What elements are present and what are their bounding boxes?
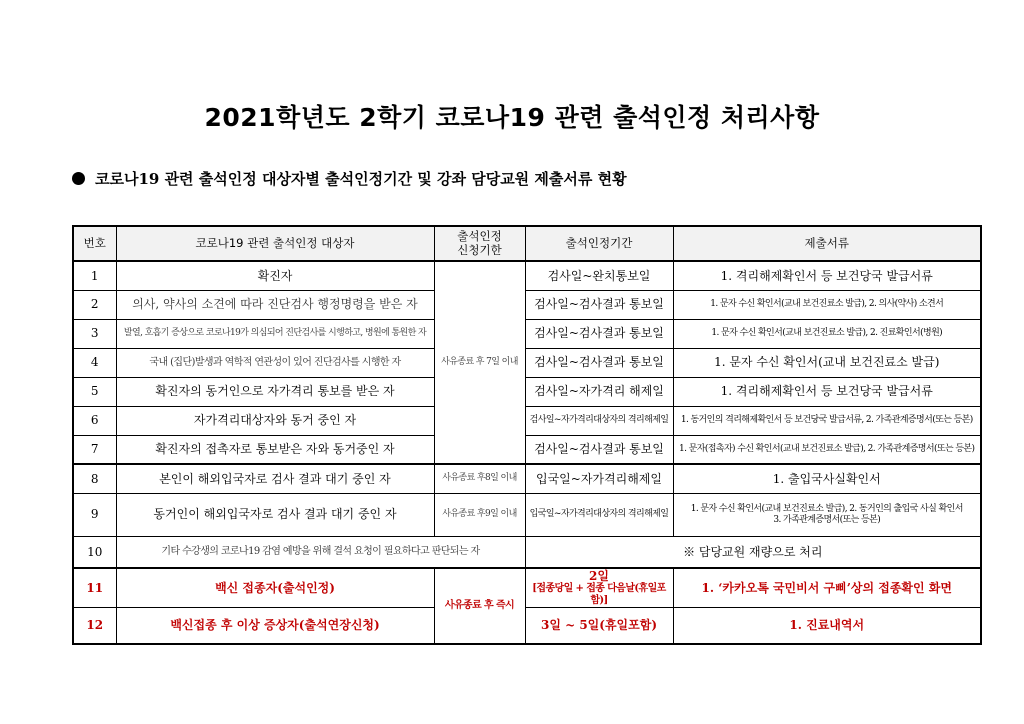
row-docs: 1. 진료내역서 xyxy=(673,608,981,644)
row-target: 확진자 xyxy=(116,261,434,290)
bullet-icon xyxy=(72,172,85,185)
header-deadline-line1: 출석인정 xyxy=(457,228,502,243)
row-docs: 1. 문자(접촉자) 수신 확인서(교내 보건진료소 발급), 2. 가족관계증명서(또는 등본) xyxy=(673,435,981,464)
row-target: 확진자의 동거인으로 자가격리 통보를 받은 자 xyxy=(116,377,434,406)
row-target: 국내 (집단)발생과 역학적 연관성이 있어 진단검사를 시행한 자 xyxy=(116,348,434,377)
row-docs: 1. 문자 수신 확인서(교내 보건진료소 발급), 2. 진료확인서(병원) xyxy=(673,319,981,348)
row-period: 3일 ~ 5일(휴일포함) xyxy=(525,608,673,644)
row-target: 본인이 해외입국자로 검사 결과 대기 중인 자 xyxy=(116,464,434,493)
row-no: 6 xyxy=(73,406,116,435)
row-docs-line2: 3. 가족관계증명서(또는 등본) xyxy=(773,514,881,525)
row-docs: 1. 문자 수신 확인서(교내 보건진료소 발급) xyxy=(673,348,981,377)
row-target: 자가격리대상자와 동거 중인 자 xyxy=(116,406,434,435)
row-docs: 1. 출입국사실확인서 xyxy=(673,464,981,493)
row-docs-line1: 1. 문자 수신 확인서(교내 보건진료소 발급), 2. 동거인의 출입국 사실 확인서 xyxy=(690,503,963,514)
table-row xyxy=(73,464,981,493)
row-docs: 1. 문자 수신 확인서(교내 보건진료소 발급), 2. 의사(약사) 소견서 xyxy=(673,290,981,319)
row-docs xyxy=(673,493,981,536)
row-no: 2 xyxy=(73,290,116,319)
table-row xyxy=(73,377,981,406)
table-row xyxy=(73,536,981,568)
header-period: 출석인정기간 xyxy=(525,226,673,261)
row-target: 의사, 약사의 소견에 따라 진단검사 행정명령을 받은 자 xyxy=(116,290,434,319)
row-no: 7 xyxy=(73,435,116,464)
row-period: 입국일~자가격리대상자의 격리해제일 xyxy=(525,493,673,536)
row-no: 8 xyxy=(73,464,116,493)
table-row xyxy=(73,290,981,319)
row-period: 검사일~검사결과 통보일 xyxy=(525,435,673,464)
row-deadline: 사유종료 후8일 이내 xyxy=(434,464,525,493)
page-title: 2021학년도 2학기 코로나19 관련 출석인정 처리사항 xyxy=(204,103,820,132)
deadline-group-1-7: 사유종료 후 7일 이내 xyxy=(434,261,525,464)
row-period-line2: [접종당일 + 접종 다음날(휴일포함)] xyxy=(532,583,666,607)
row-docs: 1. 격리해제확인서 등 보건당국 발급서류 xyxy=(673,377,981,406)
table-header-row xyxy=(73,226,981,261)
table-row xyxy=(73,608,981,644)
row-period: 검사일~완치통보일 xyxy=(525,261,673,290)
section-heading-text: 코로나19 관련 출석인정 대상자별 출석인정기간 및 강좌 담당교원 제출서류 현황 xyxy=(95,170,627,188)
row-period xyxy=(525,568,673,608)
header-deadline xyxy=(434,226,525,261)
row-no: 4 xyxy=(73,348,116,377)
header-target: 코로나19 관련 출석인정 대상자 xyxy=(116,226,434,261)
table-row xyxy=(73,348,981,377)
row-no: 10 xyxy=(73,536,116,568)
table-row xyxy=(73,568,981,608)
row-period-line1: 2일 xyxy=(589,569,609,583)
row-docs: 1. 격리해제확인서 등 보건당국 발급서류 xyxy=(673,261,981,290)
table-row xyxy=(73,406,981,435)
header-no: 번호 xyxy=(73,226,116,261)
row-period: 검사일~검사결과 통보일 xyxy=(525,290,673,319)
row-target: 확진자의 접촉자로 통보받은 자와 동거중인 자 xyxy=(116,435,434,464)
row-target: 동거인이 해외입국자로 검사 결과 대기 중인 자 xyxy=(116,493,434,536)
row-target: 발열, 호흡기 증상으로 코로나19가 의심되어 진단검사를 시행하고, 병원에 통원한 자 xyxy=(116,319,434,348)
row-target: 백신 접종자(출석인정) xyxy=(116,568,434,608)
row-docs: 1. 동거인의 격리해제확인서 등 보건당국 발급서류, 2. 가족관계증명서(또는 등본) xyxy=(673,406,981,435)
row-no: 3 xyxy=(73,319,116,348)
section-heading xyxy=(72,168,627,189)
row-target: 백신접종 후 이상 증상자(출석연장신청) xyxy=(116,608,434,644)
row-period: 검사일~검사결과 통보일 xyxy=(525,348,673,377)
deadline-group-11-12: 사유종료 후 즉시 xyxy=(434,568,525,644)
row-no: 12 xyxy=(73,608,116,644)
row-period: 검사일~검사결과 통보일 xyxy=(525,319,673,348)
table-row xyxy=(73,319,981,348)
row-deadline: 사유종료 후9일 이내 xyxy=(434,493,525,536)
row-docs: 1. ‘카카오톡 국민비서 구삐’상의 접종확인 화면 xyxy=(673,568,981,608)
row-target: 기타 수강생의 코로나19 감염 예방을 위해 결석 요청이 필요하다고 판단되는 자 xyxy=(116,536,525,568)
table-row xyxy=(73,493,981,536)
row-no: 5 xyxy=(73,377,116,406)
header-docs: 제출서류 xyxy=(673,226,981,261)
row-no: 1 xyxy=(73,261,116,290)
header-deadline-line2: 신청기한 xyxy=(457,242,502,257)
row-period: 입국일~자가격리해제일 xyxy=(525,464,673,493)
row-period-docs-merged: ※ 담당교원 재량으로 처리 xyxy=(525,536,981,568)
table-row xyxy=(73,435,981,464)
row-no: 11 xyxy=(73,568,116,608)
attendance-table xyxy=(72,225,982,645)
table-row xyxy=(73,261,981,290)
row-no: 9 xyxy=(73,493,116,536)
row-period: 검사일~자가격리 해제일 xyxy=(525,377,673,406)
row-period: 검사일~자가격리대상자의 격리해제일 xyxy=(525,406,673,435)
